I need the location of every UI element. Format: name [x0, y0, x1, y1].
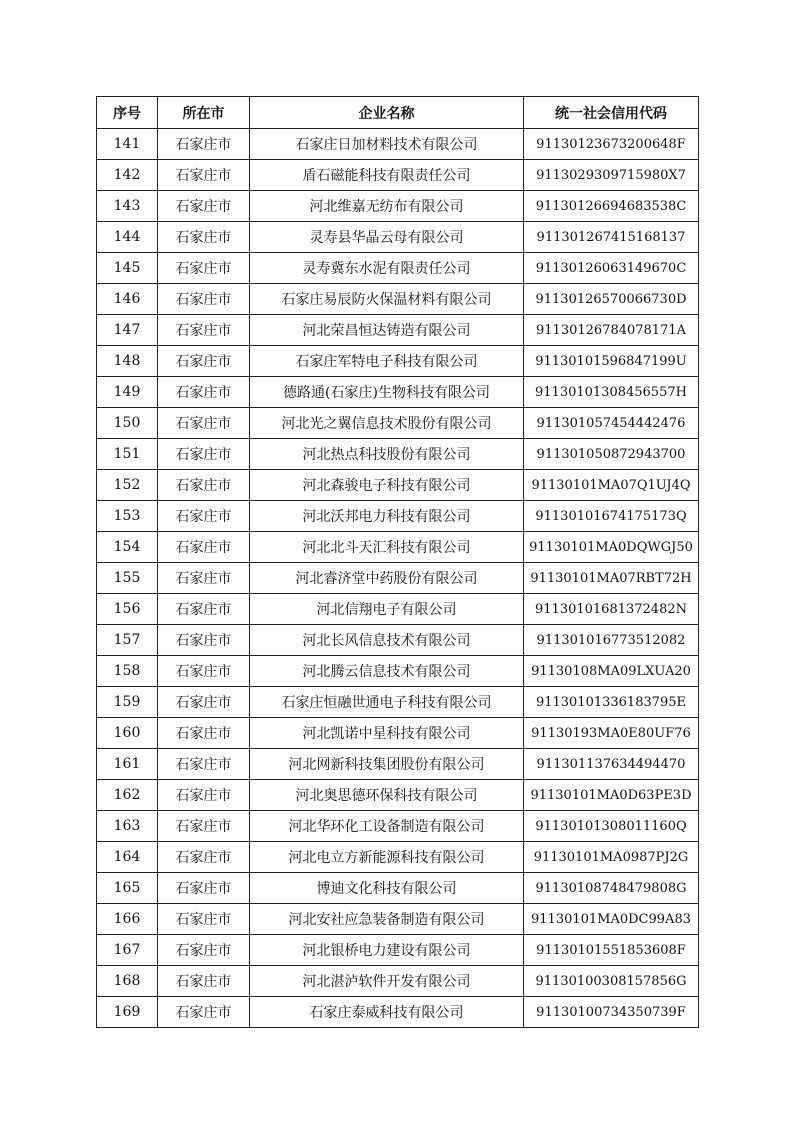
cell-index: 143 [97, 191, 158, 222]
cell-index: 153 [97, 501, 158, 532]
cell-company-name: 河北湛泸软件开发有限公司 [250, 966, 524, 997]
cell-index: 164 [97, 842, 158, 873]
cell-company-name: 灵寿冀东水泥有限责任公司 [250, 253, 524, 284]
cell-credit-code: 91130126063149670C [524, 253, 699, 284]
cell-index: 144 [97, 222, 158, 253]
cell-city: 石家庄市 [158, 687, 250, 718]
table-row [97, 346, 699, 377]
header-row [97, 97, 699, 129]
table-row [97, 625, 699, 656]
table-row [97, 904, 699, 935]
cell-company-name: 河北腾云信息技术有限公司 [250, 656, 524, 687]
table-row [97, 842, 699, 873]
cell-city: 石家庄市 [158, 563, 250, 594]
cell-index: 161 [97, 749, 158, 780]
cell-city: 石家庄市 [158, 346, 250, 377]
cell-company-name: 河北电立方新能源科技有限公司 [250, 842, 524, 873]
cell-index: 168 [97, 966, 158, 997]
cell-company-name: 河北荣昌恒达铸造有限公司 [250, 315, 524, 346]
cell-index: 154 [97, 532, 158, 563]
table-row [97, 780, 699, 811]
cell-credit-code: 91130123673200648F [524, 129, 699, 160]
cell-company-name: 河北热点科技股份有限公司 [250, 439, 524, 470]
cell-company-name: 灵寿县华晶云母有限公司 [250, 222, 524, 253]
cell-index: 163 [97, 811, 158, 842]
cell-company-name: 河北安社应急装备制造有限公司 [250, 904, 524, 935]
cell-index: 169 [97, 997, 158, 1028]
cell-city: 石家庄市 [158, 532, 250, 563]
cell-city: 石家庄市 [158, 594, 250, 625]
cell-credit-code: 91130101596847199U [524, 346, 699, 377]
cell-index: 141 [97, 129, 158, 160]
cell-city: 石家庄市 [158, 470, 250, 501]
table-row [97, 997, 699, 1028]
cell-index: 149 [97, 377, 158, 408]
cell-city: 石家庄市 [158, 811, 250, 842]
cell-index: 146 [97, 284, 158, 315]
cell-company-name: 河北银桥电力建设有限公司 [250, 935, 524, 966]
cell-credit-code: 91130101336183795E [524, 687, 699, 718]
cell-city: 石家庄市 [158, 749, 250, 780]
table-row [97, 222, 699, 253]
cell-index: 150 [97, 408, 158, 439]
cell-credit-code: 91130101MA0987PJ2G [524, 842, 699, 873]
header-city: 所在市 [158, 97, 250, 129]
cell-credit-code: 91130126570066730D [524, 284, 699, 315]
table-row [97, 501, 699, 532]
cell-credit-code: 911301267415168137 [524, 222, 699, 253]
table-row [97, 284, 699, 315]
cell-city: 石家庄市 [158, 315, 250, 346]
header-credit-code: 统一社会信用代码 [524, 97, 699, 129]
cell-company-name: 河北维嘉无纺布有限公司 [250, 191, 524, 222]
cell-company-name: 河北北斗天汇科技有限公司 [250, 532, 524, 563]
header-index: 序号 [97, 97, 158, 129]
cell-credit-code: 91130126784078171A [524, 315, 699, 346]
table-row [97, 129, 699, 160]
table-row [97, 408, 699, 439]
cell-index: 165 [97, 873, 158, 904]
cell-company-name: 河北凯诺中星科技有限公司 [250, 718, 524, 749]
cell-credit-code: 911301137634494470 [524, 749, 699, 780]
table-row [97, 935, 699, 966]
cell-city: 石家庄市 [158, 191, 250, 222]
cell-index: 157 [97, 625, 158, 656]
cell-city: 石家庄市 [158, 501, 250, 532]
cell-index: 148 [97, 346, 158, 377]
cell-company-name: 河北睿济堂中药股份有限公司 [250, 563, 524, 594]
cell-index: 155 [97, 563, 158, 594]
cell-credit-code: 91130101MA0D63PE3D [524, 780, 699, 811]
enterprise-table [96, 96, 699, 1028]
cell-company-name: 河北长风信息技术有限公司 [250, 625, 524, 656]
cell-index: 160 [97, 718, 158, 749]
table-row [97, 191, 699, 222]
cell-city: 石家庄市 [158, 377, 250, 408]
cell-city: 石家庄市 [158, 997, 250, 1028]
cell-credit-code: 91130100308157856G [524, 966, 699, 997]
cell-index: 158 [97, 656, 158, 687]
cell-company-name: 博迪文化科技有限公司 [250, 873, 524, 904]
cell-city: 石家庄市 [158, 842, 250, 873]
cell-city: 石家庄市 [158, 935, 250, 966]
cell-credit-code: 91130101681372482N [524, 594, 699, 625]
cell-index: 159 [97, 687, 158, 718]
cell-company-name: 河北华环化工设备制造有限公司 [250, 811, 524, 842]
cell-credit-code: 91130126694683538C [524, 191, 699, 222]
cell-company-name: 石家庄易辰防火保温材料有限公司 [250, 284, 524, 315]
cell-index: 152 [97, 470, 158, 501]
table-row [97, 470, 699, 501]
cell-city: 石家庄市 [158, 253, 250, 284]
table-row [97, 160, 699, 191]
cell-company-name: 河北森骏电子科技有限公司 [250, 470, 524, 501]
cell-company-name: 河北奥思德环保科技有限公司 [250, 780, 524, 811]
table-row [97, 594, 699, 625]
cell-city: 石家庄市 [158, 780, 250, 811]
cell-credit-code: 91130108MA09LXUA20 [524, 656, 699, 687]
cell-city: 石家庄市 [158, 439, 250, 470]
table-row [97, 966, 699, 997]
cell-city: 石家庄市 [158, 222, 250, 253]
cell-city: 石家庄市 [158, 408, 250, 439]
table-row [97, 687, 699, 718]
cell-index: 167 [97, 935, 158, 966]
cell-index: 151 [97, 439, 158, 470]
cell-company-name: 石家庄日加材料技术有限公司 [250, 129, 524, 160]
cell-company-name: 河北信翔电子有限公司 [250, 594, 524, 625]
cell-credit-code: 91130101MA0DC99A83 [524, 904, 699, 935]
cell-company-name: 河北沃邦电力科技有限公司 [250, 501, 524, 532]
cell-credit-code: 91130108748479808G [524, 873, 699, 904]
cell-city: 石家庄市 [158, 284, 250, 315]
cell-city: 石家庄市 [158, 160, 250, 191]
cell-index: 145 [97, 253, 158, 284]
table-row [97, 315, 699, 346]
cell-credit-code: 91130101MA07RBT72H [524, 563, 699, 594]
cell-index: 142 [97, 160, 158, 191]
cell-city: 石家庄市 [158, 904, 250, 935]
cell-credit-code: 91130100734350739F [524, 997, 699, 1028]
cell-city: 石家庄市 [158, 656, 250, 687]
cell-index: 156 [97, 594, 158, 625]
table-row [97, 532, 699, 563]
cell-index: 162 [97, 780, 158, 811]
cell-credit-code: 911301016773512082 [524, 625, 699, 656]
table-row [97, 253, 699, 284]
table-row [97, 811, 699, 842]
table-row [97, 563, 699, 594]
cell-city: 石家庄市 [158, 625, 250, 656]
cell-city: 石家庄市 [158, 873, 250, 904]
cell-credit-code: 91130101308011160Q [524, 811, 699, 842]
cell-company-name: 德路通(石家庄)生物科技有限公司 [250, 377, 524, 408]
table-row [97, 377, 699, 408]
cell-company-name: 石家庄泰威科技有限公司 [250, 997, 524, 1028]
cell-credit-code: 91130101MA0DQWGJ50 [524, 532, 699, 563]
table-row [97, 656, 699, 687]
cell-credit-code: 91130101MA07Q1UJ4Q [524, 470, 699, 501]
cell-credit-code: 91130101308456557H [524, 377, 699, 408]
cell-index: 166 [97, 904, 158, 935]
table-row [97, 718, 699, 749]
cell-company-name: 石家庄恒融世通电子科技有限公司 [250, 687, 524, 718]
cell-company-name: 石家庄军特电子科技有限公司 [250, 346, 524, 377]
table-row [97, 873, 699, 904]
cell-credit-code: 9113029309715980X7 [524, 160, 699, 191]
cell-credit-code: 91130193MA0E80UF76 [524, 718, 699, 749]
header-company-name: 企业名称 [250, 97, 524, 129]
cell-company-name: 河北光之翼信息技术股份有限公司 [250, 408, 524, 439]
cell-index: 147 [97, 315, 158, 346]
cell-city: 石家庄市 [158, 129, 250, 160]
cell-credit-code: 91130101674175173Q [524, 501, 699, 532]
cell-credit-code: 911301057454442476 [524, 408, 699, 439]
cell-company-name: 河北网新科技集团股份有限公司 [250, 749, 524, 780]
table-row [97, 749, 699, 780]
cell-city: 石家庄市 [158, 718, 250, 749]
cell-credit-code: 911301050872943700 [524, 439, 699, 470]
cell-city: 石家庄市 [158, 966, 250, 997]
cell-company-name: 盾石磁能科技有限责任公司 [250, 160, 524, 191]
table-row [97, 439, 699, 470]
cell-credit-code: 91130101551853608F [524, 935, 699, 966]
